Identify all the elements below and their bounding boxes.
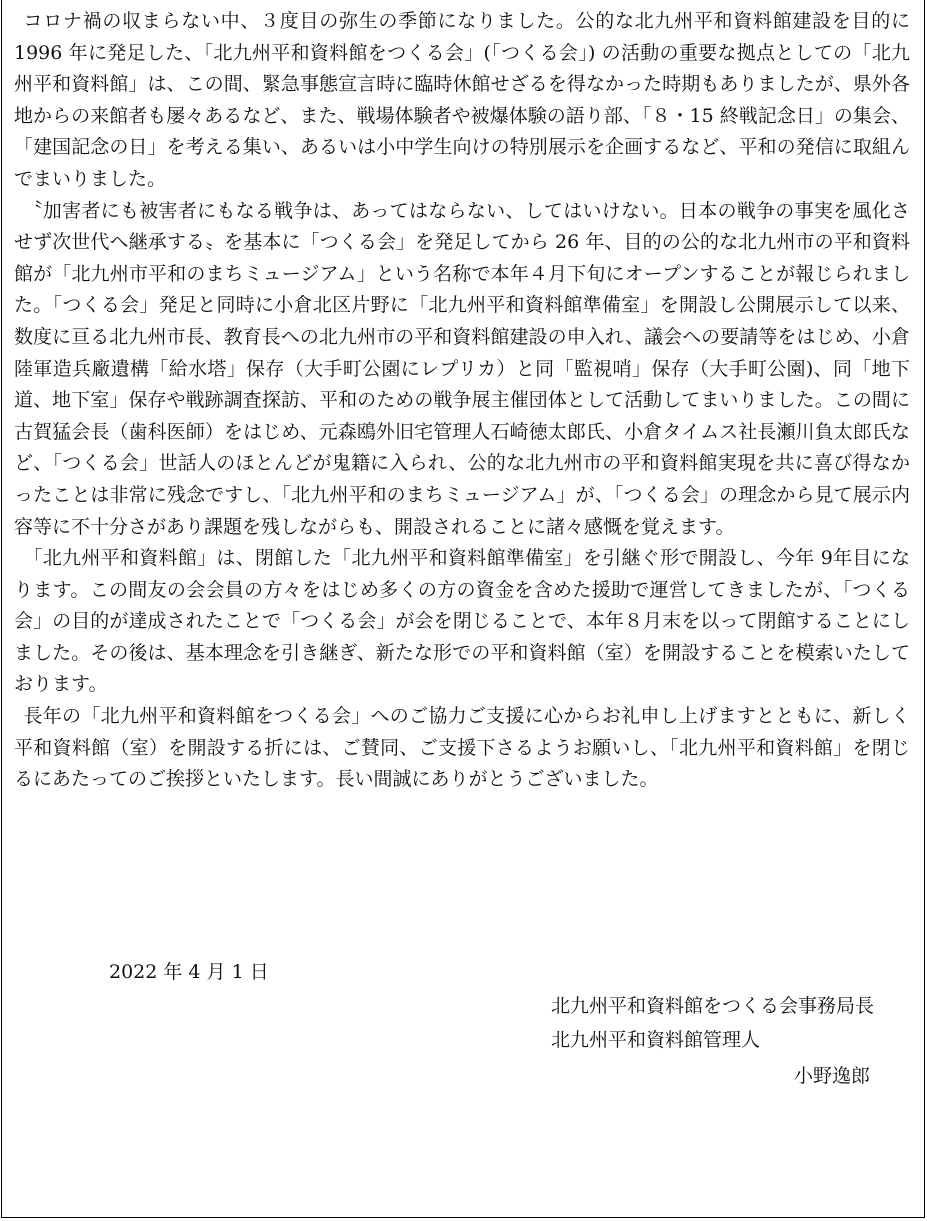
paragraph-4: 長年の「北九州平和資料館をつくる会」へのご協力ご支援に心からお礼申し上げますとともに、新しく平和資料館（室）を開設する折には、ご賛同、ご支援下さるようお願いし、「北九州平和資料館」を閉じるにあたってのご挨拶といたします。長い間誠にありがとうございました。 (14, 705, 910, 791)
signature-title: 北九州平和資料館をつくる会事務局長 (551, 995, 875, 1017)
letter-body (14, 6, 910, 796)
letter-date: 2022 年 4 月 1 日 (109, 961, 269, 983)
paragraph-1: コロナ禍の収まらない中、３度目の弥生の季節になりました。公的な北九州平和資料館建設を目的に 1996 年に発足した、「北九州平和資料館をつくる会」(「つくる会」) の活動の重要な拠点としての「北九州平和資料館」は、この間、緊急事態宣言時に臨時休館せざるを得なかった時期もありましたが、県外各地からの来館者も屡々あるなど、また、戦場体験者や被爆体験の語り部、「８・15 終戦記念日」の集会、「建国記念の日」を考える集い、あるいは小中学生向けの特別展示を企画するなど、平和の発信に取組んでまいりました。 (14, 10, 910, 190)
signature-name: 小野逸郎 (794, 1065, 871, 1087)
paragraph-3: 「北九州平和資料館」は、閉館した「北九州平和資料館準備室」を引継ぐ形で開設し、今年 9年目になります。この間友の会会員の方々をはじめ多くの方の資金を含めた援助で運営してきましたが、「つくる会」の目的が達成されたことで「つくる会」が会を閉じることで、本年８月末を以って閉館することにしました。その後は、基本理念を引き継ぎ、新たな形での平和資料館（室）を開設することを模索いたしております。 (14, 547, 910, 696)
signature-role: 北九州平和資料館管理人 (551, 1029, 761, 1051)
paragraph-2: 〝加害者にも被害者にもなる戦争は、あってはならない、してはいけない。日本の戦争の事実を風化させず次世代へ継承する〟を基本に「つくる会」を発足してから 26 年、目的の公的な北九州市の平和資料館が「北九州市平和のまちミュージアム」という名称で本年４月下旬にオープンすることが報じられました。「つくる会」発足と同時に小倉北区片野に「北九州平和資料館準備室」を開設し公開展示して以来、数度に亘る北九州市長、教育長への北九州市の平和資料館建設の申入れ、議会への要請等をはじめ、小倉陸軍造兵廠遺構「給水塔」保存（大手町公園にレプリカ）と同「監視哨」保存（大手町公園)、同「地下道、地下室」保存や戦跡調査探訪、平和のための戦争展主催団体として活動してまいりました。この間に古賀猛会長（歯科医師）をはじめ、元森鴎外旧宅管理人石崎徳太郎氏、小倉タイムス社長瀬川負太郎氏など、「つくる会」世話人のほとんどが鬼籍に入られ、公的な北九州市の平和資料館実現を共に喜び得なかったことは非常に残念ですし、「北九州平和のまちミュージアム」が、「つくる会」の理念から見て展示内容等に不十分さがあり課題を残しながらも、開設されることに諸々感慨を覚えます。 (14, 199, 910, 538)
